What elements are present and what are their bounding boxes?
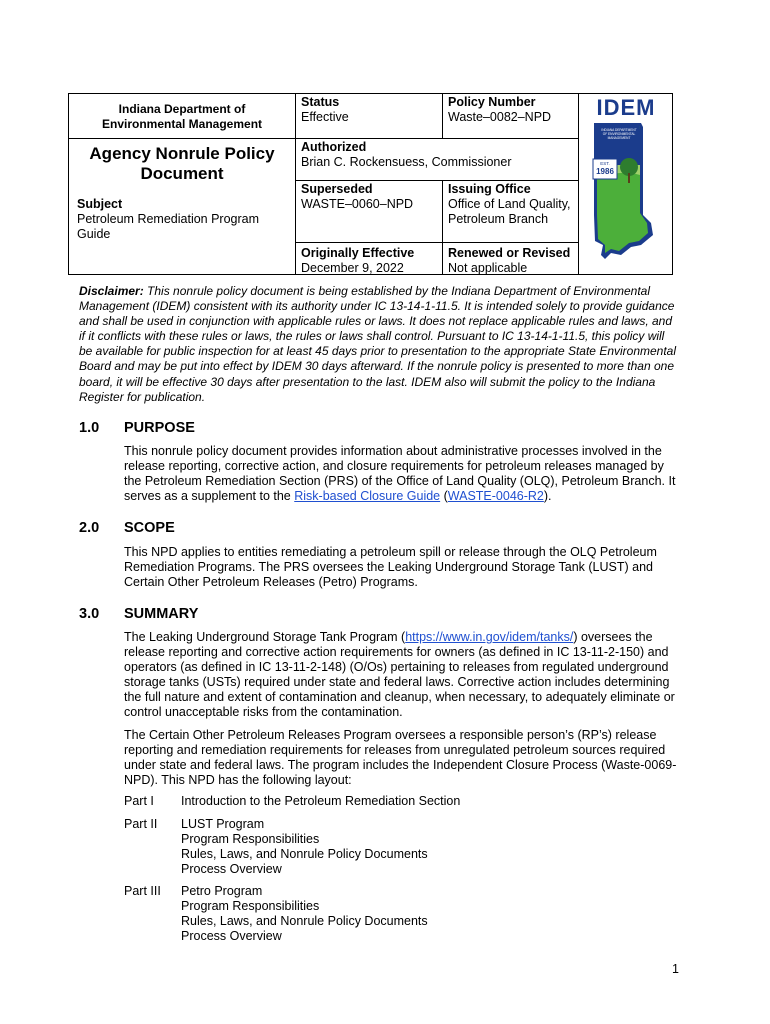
page-number: 1 — [672, 962, 679, 976]
idem-logo — [581, 95, 671, 273]
logo-tagline: INDIANA DEPARTMENT OF ENVIRONMENTAL MANAGEMENT — [601, 128, 637, 140]
idem-tanks-link[interactable]: https://www.in.gov/idem/tanks/ — [405, 630, 574, 644]
purpose-text-body: This nonrule policy document provides information about administrative processes involved in the release reporting, corrective action, and closure requirements for petroleum releases managed by the Petroleum Remediation Section (PRS) of the Office of Land Quality (OLQ), Petroleum Branch. It serves as a supplement to the — [124, 444, 676, 503]
part-2-line-1: LUST Program — [181, 817, 265, 831]
part-3-label: Part III — [124, 884, 161, 898]
summary-p1-end: ) oversees the release reporting and corrective action requirements for owners (as defined in IC 13-11-2-150) and operators (as defined in IC 13-11-2-148) (O/Os) pertaining to releases from regulated underground storage tanks (USTs) required under state and federal laws. Corrective action includes determining the full nature and extent of contamination and cleanup, when necessary, to adequately eliminate or control unacceptable risks from the contamination. — [124, 630, 675, 719]
summary-heading: SUMMARY — [124, 606, 199, 622]
document-type-title: Agency Nonrule Policy Document — [89, 144, 275, 183]
purpose-heading: PURPOSE — [124, 420, 195, 436]
superseded-label: Superseded — [301, 182, 373, 196]
authorized-label: Authorized — [301, 140, 367, 154]
part-1-label: Part I — [124, 794, 154, 808]
scope-heading: SCOPE — [124, 520, 175, 536]
policy-number-label: Policy Number — [448, 95, 536, 109]
issuing-office-value: Office of Land Quality, — [448, 197, 571, 211]
policy-number-value: Waste–0082–NPD — [448, 110, 552, 124]
part-3-line-2: Program Responsibilities — [181, 899, 320, 913]
logo-year: 1986 — [596, 167, 614, 176]
part-2-label: Part II — [124, 817, 158, 831]
part-3-line-3: Rules, Laws, and Nonrule Policy Documents — [181, 914, 428, 928]
purpose-text — [124, 444, 684, 504]
subject-value: Petroleum Remediation Program Guide — [77, 212, 260, 241]
issuing-office-label: Issuing Office — [448, 182, 531, 196]
summary-paragraph-2: The Certain Other Petroleum Releases Program oversees a responsible person’s (RP’s) release reporting and remediation requirements for releases from unregulated petroleum sources required under state and federal laws. The program includes the Independent Closure Process (Waste-0069-NPD). This NPD has the following layout: — [124, 728, 677, 787]
summary-number: 3.0 — [79, 606, 100, 622]
purpose-text-end: ). — [543, 489, 552, 503]
status-value: Effective — [301, 110, 349, 124]
disclaimer-text: This nonrule policy document is being established by the Indiana Department of Environmental Management (IDEM) consistent with its authority under IC 13-14-1-11.5. It is intended solely to provide guidance and shall be used in conjunction with applicable rules or laws. It does not replace applicable rules and laws, and if it conflicts with these rules or laws, the rules or laws shall control. Pursuant to IC 13-14-1-11.5, this policy will be available for public inspection for at least 45 days prior to presentation to the appropriate State Environmental Board and may be put into effect by IDEM 30 days afterward. If the nonrule policy is presented to more than one board, it will be effective 30 days after presentation to the last. IDEM also will submit the policy to the Indiana Register for publication. — [79, 284, 677, 404]
waste-0046-r2-link[interactable]: WASTE-0046-R2 — [447, 489, 544, 503]
purpose-number: 1.0 — [79, 420, 100, 436]
authorized-value: Brian C. Rockensuess, Commissioner — [301, 155, 512, 169]
status-label: Status — [301, 95, 340, 109]
renewed-value: Not applicable — [448, 261, 528, 275]
part-3-line-4: Process Overview — [181, 929, 282, 943]
part-2-line-2: Program Responsibilities — [181, 832, 320, 846]
issuing-office-value-2: Petroleum Branch — [448, 212, 549, 226]
subject-label: Subject — [77, 197, 123, 211]
summary-p1-start: The Leaking Underground Storage Tank Program ( — [124, 630, 406, 644]
department-name: Indiana Department of Environmental Management — [101, 102, 263, 131]
part-2-line-4: Process Overview — [181, 862, 282, 876]
header-table — [68, 93, 673, 275]
purpose-text-mid: ( — [440, 489, 448, 503]
summary-paragraph-1 — [124, 630, 684, 720]
indiana-state-logo-icon — [581, 95, 671, 273]
part-1-line-1: Introduction to the Petroleum Remediation Section — [181, 794, 461, 808]
logo-wordmark: IDEM — [596, 95, 656, 120]
part-2-line-3: Rules, Laws, and Nonrule Policy Documents — [181, 847, 428, 861]
superseded-value: WASTE–0060–NPD — [301, 197, 414, 211]
disclaimer-label: Disclaimer: — [79, 284, 144, 298]
renewed-label: Renewed or Revised — [448, 246, 571, 260]
scope-text: This NPD applies to entities remediating a petroleum spill or release through the OLQ Petroleum Remediation Programs. The PRS oversees the Leaking Underground Storage Tank (LUST) and Certain Other Petroleum Releases (Petro) Programs. — [124, 545, 657, 589]
originally-effective-value: December 9, 2022 — [301, 261, 404, 275]
logo-est: EST. — [600, 161, 610, 166]
scope-number: 2.0 — [79, 520, 100, 536]
disclaimer — [79, 284, 679, 405]
risk-based-closure-guide-link[interactable]: Risk-based Closure Guide — [294, 489, 441, 503]
part-3-line-1: Petro Program — [181, 884, 263, 898]
originally-effective-label: Originally Effective — [301, 246, 415, 260]
